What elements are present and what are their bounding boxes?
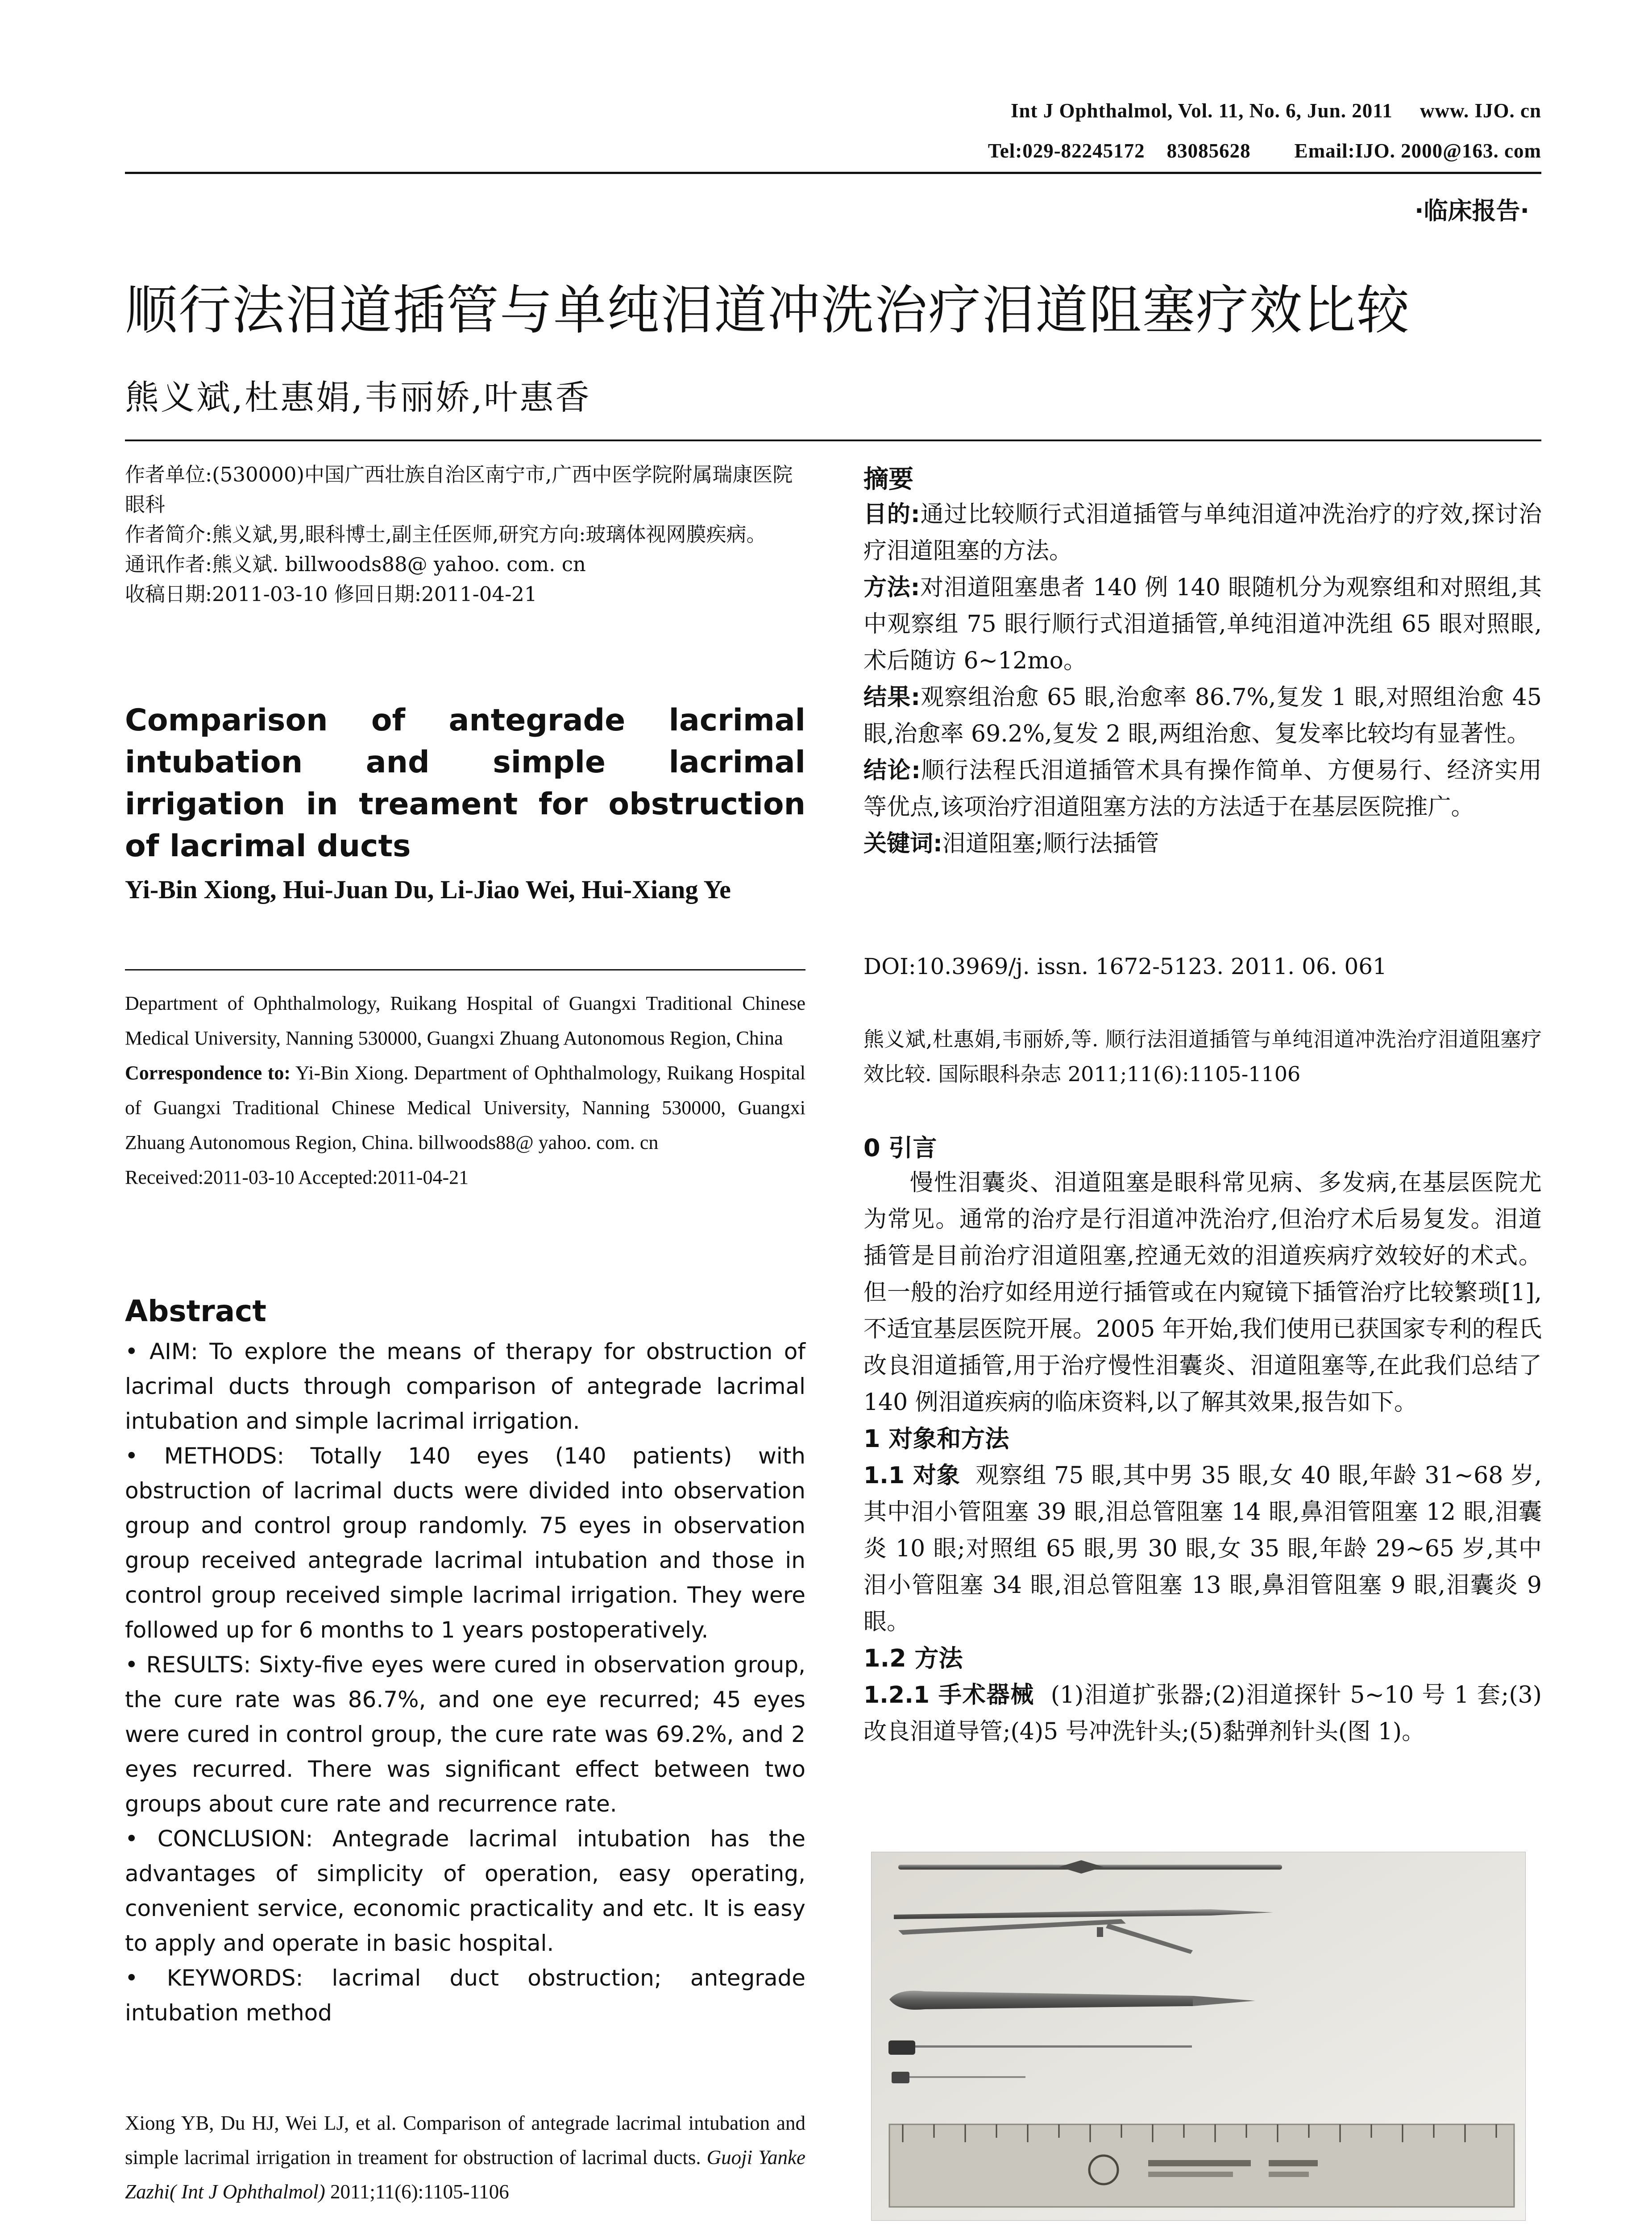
author-bio: 作者简介:熊义斌,男,眼科博士,副主任医师,研究方向:玻璃体视网膜疾病。	[125, 523, 767, 546]
abstract-heading-en: Abstract	[125, 1294, 266, 1328]
abstract-methods: • METHODS: Totally 140 eyes (140 patients) with obstruction of lacrimal ducts were divided into observation group and control group randomly. 75 eyes in observation group received antegrade lacrimal intubation and those in control group received simple lacrimal irrigation. They were followed up for 6 months to 1 years postoperatively.	[125, 1443, 805, 1643]
subjects-paragraph	[863, 1457, 1542, 1640]
article-title-cn: 顺行法泪道插管与单纯泪道冲洗治疗泪道阻塞疗效比较	[125, 279, 1411, 341]
abstract-en	[125, 1334, 805, 2030]
methods-text: 对泪道阻塞患者 140 例 140 眼随机分为观察组和对照组,其中观察组 75 眼行顺行式泪道插管,单纯泪道冲洗组 65 眼对照眼,术后随访 6~12mo。	[863, 574, 1542, 674]
intro-section	[863, 1165, 1542, 1750]
subjects-label: 1.1 对象	[863, 1462, 960, 1489]
correspondence-label: Correspondence to:	[125, 1062, 291, 1084]
figure-instruments-photo	[871, 1852, 1526, 2221]
instruments-label: 1.2.1 手术器械	[863, 1682, 1035, 1708]
ruler	[889, 2124, 1514, 2207]
aim-text: 通过比较顺行式泪道插管与单纯泪道冲洗治疗的疗效,探讨治疗泪道阻塞的方法。	[863, 501, 1542, 564]
abstract-conclusion: • CONCLUSION: Antegrade lacrimal intubation has the advantages of simplicity of operation, easy operating, convenient service, economic practicality and etc. It is easy to apply and operate in basic hospital.	[125, 1826, 805, 1956]
method-subheading: 1.2 方法	[863, 1644, 963, 1672]
intro-paragraph: 慢性泪囊炎、泪道阻塞是眼科常见病、多发病,在基层医院尤为常见。通常的治疗是行泪道冲洗治疗,但治疗术后易复发。泪道插管是目前治疗泪道阻塞,控通无效的泪道疾病疗效较好的术式。但一般的治疗如经用逆行插管或在内窥镜下插管治疗比较繁琐[1],不适宜基层医院开展。2005 年开始,我们使用已获国家专利的程氏改良泪道插管,用于治疗慢性泪囊炎、泪道阻塞等,在此我们总结了 140 例泪道疾病的临床资料,以了解其效果,报告如下。	[863, 1169, 1542, 1416]
subjects-text: 观察组 75 眼,其中男 35 眼,女 40 眼,年龄 31~68 岁,其中泪小管阻塞 39 眼,泪总管阻塞 14 眼,鼻泪管阻塞 12 眼,泪囊炎 10 眼;对照组 65 眼,男 30 眼,女 35 眼,年龄 29~65 岁,其中泪小管阻塞 34 眼,泪总管阻塞 13 眼,鼻泪管阻塞 9 眼,泪囊炎 9 眼。	[863, 1462, 1542, 1635]
abstract-cn-aim	[863, 496, 1542, 569]
keywords-text: 泪道阻塞;顺行法插管	[942, 830, 1159, 857]
affiliation-unit: 作者单位:(530000)中国广西壮族自治区南宁市,广西中医学院附属瑞康医院眼科	[125, 463, 793, 516]
intro-heading: 0 引言	[863, 1134, 937, 1162]
abstract-keywords: • KEYWORDS: lacrimal duct obstruction; antegrade intubation method	[125, 1965, 805, 2026]
correspondence-en	[125, 1056, 805, 1160]
abstract-cn-methods	[863, 569, 1542, 679]
journal-header-line1: Int J Ophthalmol, Vol. 11, No. 6, Jun. 2011 www. IJO. cn	[1011, 100, 1541, 122]
correspondence-text: Yi-Bin Xiong. Department of Ophthalmology, Ruikang Hospital of Guangxi Traditional Chinese Medical University, Nanning 530000, Guangxi Zhuang Autonomous Region, China. billwoods88@ yahoo. com. cn	[125, 1062, 805, 1153]
instruments-text: (1)泪道扩张器;(2)泪道探针 5~10 号 1 套;(3)改良泪道导管;(4)5 号冲洗针头;(5)黏弹剂针头(图 1)。	[863, 1682, 1542, 1745]
corresponding-author: 通讯作者:熊义斌. billwoods88@ yahoo. com. cn	[125, 552, 586, 576]
citation-en-journal: Guoji Yanke Zazhi( Int J Ophthalmol)	[125, 2146, 805, 2203]
abstract-aim: • AIM: To explore the means of therapy for obstruction of lacrimal ducts through comparison of antegrade lacrimal intubation and simple lacrimal irrigation.	[125, 1339, 805, 1434]
header-rule	[125, 172, 1541, 174]
abstract-results: • RESULTS: Sixty-five eyes were cured in observation group, the cure rate was 86.7%, and one eye recurred; 45 eyes were cured in control group, the cure rate was 69.2%, and 2 eyes recurred. There was significant effect between two groups about cure rate and recurrence rate.	[125, 1652, 805, 1817]
instruments-illustration	[872, 1852, 1525, 2220]
received-dates-cn: 收稿日期:2011-03-10 修回日期:2011-04-21	[125, 582, 537, 606]
authors-cn: 熊义斌,杜惠娟,韦丽娇,叶惠香	[125, 377, 591, 417]
abstract-cn-results	[863, 679, 1542, 752]
abstract-cn	[863, 496, 1542, 862]
section-tag: ·临床报告·	[1414, 197, 1529, 225]
citation-cn: 熊义斌,杜惠娟,韦丽娇,等. 顺行法泪道插管与单纯泪道冲洗治疗泪道阻塞疗效比较. 国际眼科杂志 2011;11(6):1105-1106	[863, 1027, 1542, 1086]
affiliation-cn	[125, 460, 805, 609]
results-label: 结果:	[863, 684, 920, 711]
received-dates-en: Received:2011-03-10 Accepted:2011-04-21	[125, 1166, 469, 1188]
citation-en-tail: 2011;11(6):1105-1106	[325, 2181, 509, 2203]
results-text: 观察组治愈 65 眼,治愈率 86.7%,复发 1 眼,对照组治愈 45 眼,治愈率 69.2%,复发 2 眼,两组治愈、复发率比较均有显著性。	[863, 684, 1542, 747]
department-en: Department of Ophthalmology, Ruikang Hospital of Guangxi Traditional Chinese Medical University, Nanning 530000, Guangxi Zhuang Autonomous Region, China	[125, 992, 805, 1049]
citation-en-main: Xiong YB, Du HJ, Wei LJ, et al. Comparison of antegrade lacrimal intubation and simple lacrimal irrigation in treament for obstruction of lacrimal ducts.	[125, 2112, 805, 2169]
conclusion-text: 顺行法程氏泪道插管术具有操作简单、方便易行、经济实用等优点,该项治疗泪道阻塞方法的方法适于在基层医院推广。	[863, 757, 1542, 821]
aim-label: 目的:	[863, 501, 920, 528]
doi: DOI:10.3969/j. issn. 1672-5123. 2011. 06. 061	[863, 954, 1387, 979]
article-title-en: Comparison of antegrade lacrimal intubation and simple lacrimal irrigation in treament for obstruction of lacrimal ducts	[125, 703, 805, 864]
methods-label: 方法:	[863, 574, 920, 601]
methods-heading: 1 对象和方法	[863, 1425, 1009, 1453]
conclusion-label: 结论:	[863, 757, 921, 784]
citation-en	[125, 2106, 805, 2209]
journal-header-line2: Tel:029-82245172 83085628 Email:IJO. 2000@163. com	[988, 140, 1541, 162]
abstract-cn-keywords	[863, 825, 1542, 862]
department-block-en	[125, 986, 805, 1195]
abstract-cn-conclusion	[863, 752, 1542, 825]
title-rule	[125, 440, 1541, 441]
keywords-label: 关键词:	[863, 830, 942, 857]
authors-rule	[125, 969, 805, 970]
abstract-heading-cn: 摘要	[863, 465, 913, 494]
instruments-paragraph	[863, 1677, 1542, 1750]
authors-en: Yi-Bin Xiong, Hui-Juan Du, Li-Jiao Wei, Hui-Xiang Ye	[125, 875, 731, 904]
